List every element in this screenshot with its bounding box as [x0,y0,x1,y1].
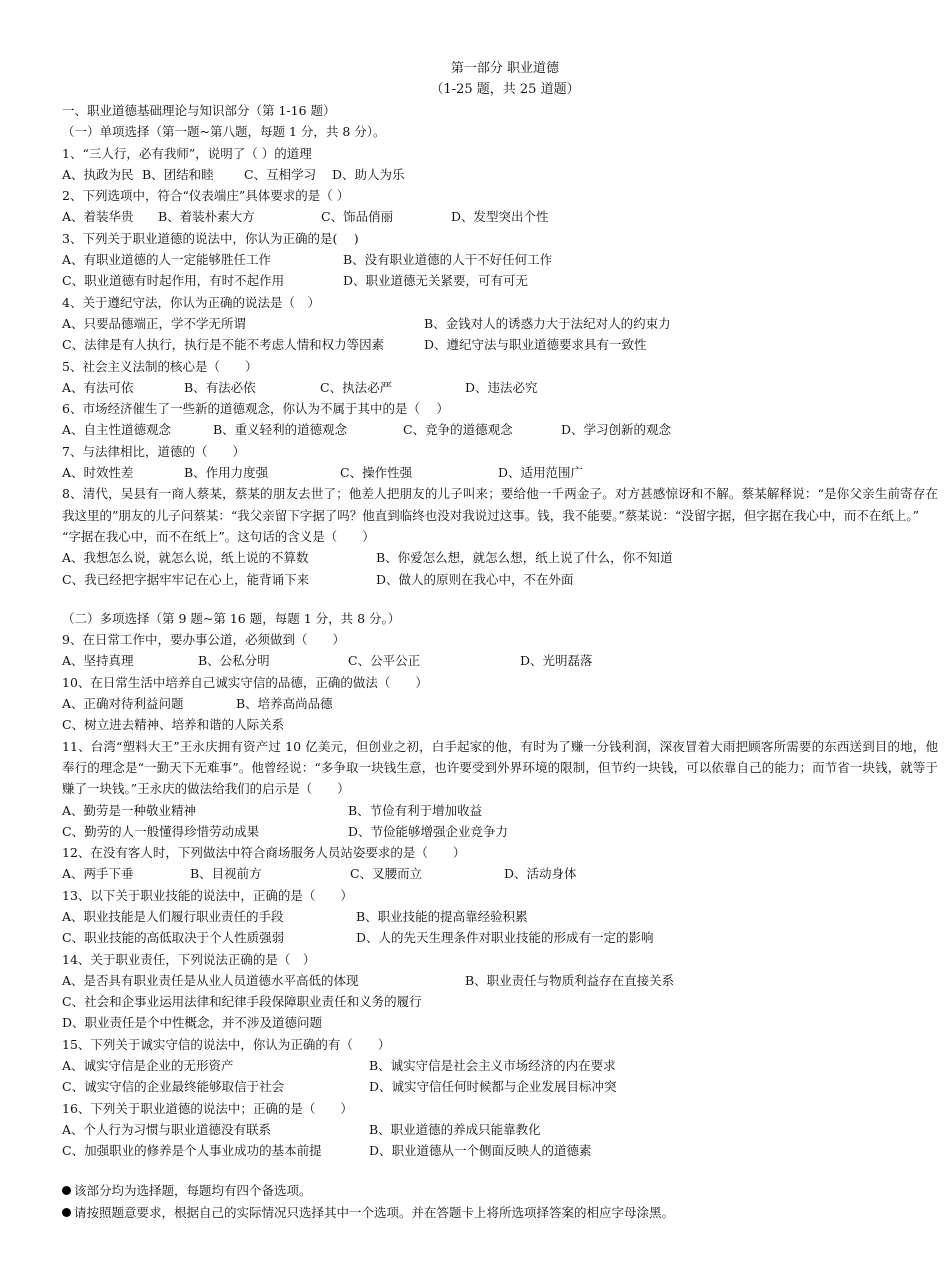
question-1-stem: 1、“三人行，必有我师”，说明了（ ）的道理 [62,145,312,161]
question-11-stem: 11、台湾“塑料大王”王永庆拥有资产过 10 亿美元，但创业之初，白手起家的他，有时为了赚一分钱利润，深夜冒着大雨把顾客所需要的东西送到目的地，他奉行的理念是“一勤天下无难事”。他曾经说：“多争取一块钱生意，也许要受到外界环境的限制，但节约一块钱，可以依靠自己的能力；而节省一块钱，就等于赚了一块钱。”王永庆的做法给我们的启示是（ ） [62,738,938,797]
bullet-icon [62,1186,71,1195]
question-8-sub: “字据在我心中，而不在纸上”。这句话的含义是（ ） [62,528,375,544]
question-2-stem: 2、下列选项中，符合“仪表端庄”具体要求的是（ ） [62,188,350,204]
option-b[interactable]: B、职业技能的提高靠经验积累 [356,908,528,924]
instruction-note-1 [62,1180,938,1202]
option-d[interactable]: D、职业道德无关紧要，可有可无 [343,273,529,289]
option-a[interactable]: A、是否具有职业责任是从业人员道德水平高低的体现 [62,972,359,988]
option-c[interactable]: C、职业道德有时起作用，有时不起作用 [62,273,285,289]
question-7-stem: 7、与法律相比，道德的（ ） [62,443,245,459]
option-a[interactable]: A、有职业道德的人一定能够胜任工作 [62,252,272,268]
option-c[interactable]: C、加强职业的修养是个人事业成功的基本前提 [62,1143,322,1159]
option-b[interactable]: B、金钱对人的诱惑力大于法纪对人的约束力 [424,315,671,331]
question-13-options-ab [62,906,938,927]
question-5-options [62,377,938,398]
option-c[interactable]: C、法律是有人执行，执行是不能不考虑人情和权力等因素 [62,337,385,353]
question-3-stem: 3、下列关于职业道德的说法中，你认为正确的是( ) [62,230,359,246]
option-b[interactable]: B、没有职业道德的人干不好任何工作 [343,252,553,268]
option-d[interactable]: D、人的先天生理条件对职业技能的形成有一定的影响 [356,930,654,946]
option-d[interactable]: D、发型突出个性 [451,209,549,225]
instruction-note-2 [62,1202,938,1224]
option-a[interactable]: A、个人行为习惯与职业道德没有联系 [62,1121,272,1137]
option-b[interactable]: B、有法必依 [184,379,256,395]
option-b[interactable]: B、你爱怎么想，就怎么想，纸上说了什么，你不知道 [376,550,673,566]
option-b[interactable]: B、着装朴素大方 [158,209,255,225]
option-a[interactable]: A、时效性差 [62,465,134,481]
option-a[interactable]: A、着装华贵 [62,209,134,225]
question-4-options-ab [62,313,938,334]
instruction-text-2: 请按照题意要求，根据自己的实际情况只选择其中一个选项。并在答题卡上将所选项择答案的相应字母涂黑。 [74,1204,675,1220]
option-d[interactable]: D、学习创新的观念 [561,422,672,438]
option-d[interactable]: D、助人为乐 [332,166,405,182]
option-b[interactable]: B、作用力度强 [184,465,269,481]
question-15-options-cd [62,1076,938,1097]
question-8-stem: 8、清代，吴县有一商人蔡某，蔡某的朋友去世了；他差人把朋友的儿子叫来；要给他一千两金子。对方甚感惊讶和不解。蔡某解释说：“是你父亲生前寄存在我这里的”朋友的儿子问蔡某：“我父亲留下字据了吗？他直到临终也没对我说过这事。钱，我不能要。”蔡某说：“没留字据，但字据在我心中，而不在纸上。” [62,486,938,523]
instruction-text-1: 该部分均为选择题，每题均有四个备选项。 [74,1182,312,1198]
option-b[interactable]: B、节俭有利于增加收益 [348,802,483,818]
question-13-options-cd [62,927,938,948]
option-c[interactable]: C、竞争的道德观念 [403,422,513,438]
question-14-options-c [62,991,938,1012]
question-15-options-ab [62,1055,938,1076]
option-a[interactable]: A、执政为民 [62,166,134,182]
question-10-options-ab [62,693,938,714]
option-b[interactable]: B、培养高尚品德 [236,696,333,712]
option-b[interactable]: B、职业道德的养成只能靠教化 [369,1121,541,1137]
option-a[interactable]: A、职业技能是人们履行职业责任的手段 [62,908,284,924]
option-d[interactable]: D、职业道德从一个侧面反映人的道德素 [369,1143,592,1159]
question-16-stem: 16、下列关于职业道德的说法中；正确的是（ ） [62,1100,353,1116]
question-4-options-cd [62,334,938,355]
question-12-stem: 12、在没有客人时，下列做法中符合商场服务人员站姿要求的是（ ） [62,845,466,861]
question-8-options-cd [62,569,938,590]
question-6-options [62,419,938,440]
question-2-options [62,206,938,227]
option-b[interactable]: B、目视前方 [190,866,262,882]
question-5-stem: 5、社会主义法制的核心是（ ） [62,358,258,374]
option-a[interactable]: A、只要品德端正，学不学无所谓 [62,315,247,331]
question-15-stem: 15、下列关于诚实守信的说法中，你认为正确的有（ ） [62,1036,391,1052]
page-subtitle: （1-25 题，共 25 道题） [430,82,580,97]
option-a[interactable]: A、自主性道德观念 [62,422,172,438]
option-d[interactable]: D、光明磊落 [520,653,593,669]
option-c[interactable]: C、饰品俏丽 [321,209,394,225]
bullet-icon [62,1208,71,1217]
question-12-options [62,863,938,884]
option-c[interactable]: C、勤劳的人一般懂得珍惜劳动成果 [62,823,260,839]
question-8-options-ab [62,547,938,568]
option-d[interactable]: D、做人的原则在我心中，不在外面 [376,571,574,587]
question-16-options-ab [62,1119,938,1140]
option-d[interactable]: D、违法必究 [465,379,538,395]
option-b[interactable]: B、重义轻利的道德观念 [213,422,348,438]
spacer [62,1162,938,1180]
option-b[interactable]: B、公私分明 [198,653,270,669]
option-c[interactable]: C、社会和企事业运用法律和纪律手段保障职业责任和义务的履行 [62,994,422,1010]
question-9-options [62,650,938,671]
question-16-options-cd [62,1140,938,1161]
question-3-options-ab [62,249,938,270]
option-b[interactable]: B、诚实守信是社会主义市场经济的内在要求 [369,1058,616,1074]
single-choice-intro: （一）单项选择（第一题~第八题，每题 1 分，共 8 分）。 [62,124,386,140]
question-3-options-cd [62,270,938,291]
option-a[interactable]: A、正确对待利益问题 [62,696,184,712]
multi-choice-intro: （二）多项选择（第 9 题~第 16 题，每题 1 分，共 8 分。） [62,610,401,626]
page-title: 第一部分 职业道德 [450,61,560,76]
option-c[interactable]: C、诚实守信的企业最终能够取信于社会 [62,1079,285,1095]
option-d[interactable]: D、适用范围广 [498,465,584,481]
question-11-options-ab [62,800,938,821]
option-a[interactable]: A、两手下垂 [62,866,134,882]
question-4-stem: 4、关于遵纪守法，你认为正确的说法是（ ） [62,294,320,310]
question-10-options-c [62,714,938,735]
question-11-options-cd [62,821,938,842]
exam-page [62,58,938,1224]
question-9-stem: 9、在日常工作中，要办事公道，必须做到（ ） [62,632,345,648]
question-13-stem: 13、以下关于职业技能的说法中，正确的是（ ） [62,887,353,903]
option-a[interactable]: A、勤劳是一种敬业精神 [62,802,197,818]
question-14-stem: 14、关于职业责任，下列说法正确的是（ ） [62,951,316,967]
option-d[interactable]: D、职业责任是个中性概念，并不涉及道德问题 [62,1015,323,1031]
option-d[interactable]: D、节俭能够增强企业竞争力 [348,823,509,839]
question-10-stem: 10、在日常生活中培养自己诚实守信的品德，正确的做法（ ） [62,674,428,690]
option-c[interactable]: C、操作性强 [340,465,413,481]
option-c[interactable]: C、我已经把字据牢牢记在心上，能背诵下来 [62,571,310,587]
option-c[interactable]: C、树立进去精神、培养和谐的人际关系 [62,717,285,733]
option-c[interactable]: C、执法必严 [320,379,393,395]
question-14-options-ab [62,970,938,991]
question-14-options-d [62,1012,938,1033]
option-d[interactable]: D、诚实守信任何时候都与企业发展目标冲突 [369,1079,617,1095]
option-c[interactable]: C、公平公正 [348,653,421,669]
option-c[interactable]: C、互相学习 [244,166,317,182]
question-7-options [62,462,938,483]
option-c[interactable]: C、职业技能的高低取决于个人性质强弱 [62,930,285,946]
option-a[interactable]: A、有法可依 [62,379,134,395]
option-c[interactable]: C、叉腰而立 [350,866,423,882]
spacer [62,590,938,608]
option-b[interactable]: B、职业责任与物质利益存在直接关系 [465,972,675,988]
option-b[interactable]: B、团结和睦 [142,166,214,182]
option-d[interactable]: D、遵纪守法与职业道德要求具有一致性 [424,337,647,353]
option-d[interactable]: D、活动身体 [504,866,577,882]
option-a[interactable]: A、坚持真理 [62,653,134,669]
section-heading: 一、职业道德基础理论与知识部分（第 1-16 题） [62,103,336,118]
option-a[interactable]: A、我想怎么说，就怎么说，纸上说的不算数 [62,550,309,566]
question-6-stem: 6、市场经济催生了一些新的道德观念，你认为不属于其中的是（ ） [62,401,449,417]
option-a[interactable]: A、诚实守信是企业的无形资产 [62,1058,234,1074]
question-1-options [62,164,938,185]
